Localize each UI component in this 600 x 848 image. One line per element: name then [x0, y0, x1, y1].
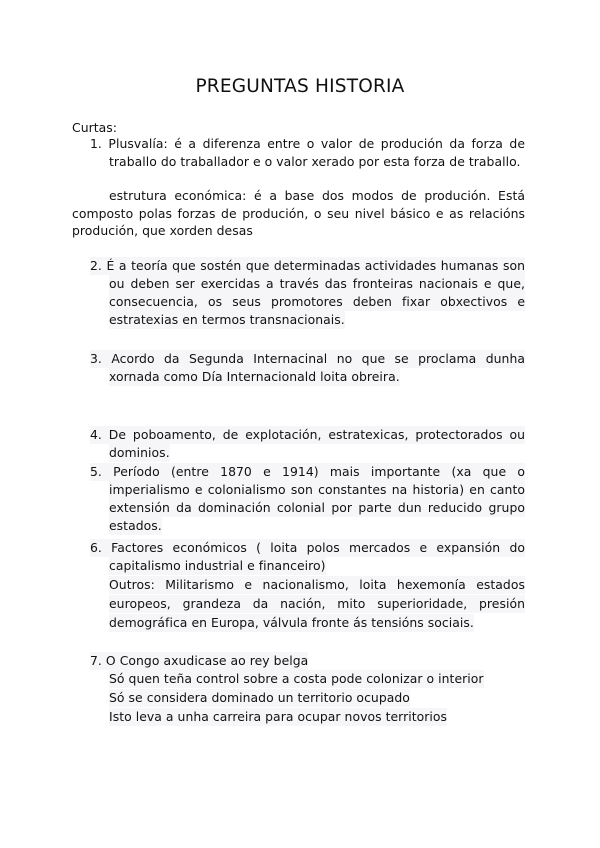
answer-5-line-4: estados. — [109, 518, 162, 533]
answer-5-line-1: 5. Período (entre 1870 e 1914) mais importante (xa que o — [90, 464, 525, 479]
answer-6-line-2: capitalismo industrial e financeiro) — [109, 558, 326, 573]
answer-2-line-1: 2. É a teoría que sostén que determinadas actividades humanas son — [90, 258, 525, 273]
answer-6-line-1: 6. Factores económicos ( loita polos mercados e expansión do — [90, 540, 525, 555]
answer-1b-line-2: composto polas forzas de produción, o seu nivel básico e as relacións — [72, 206, 525, 221]
answer-4-line-1: 4. De poboamento, de explotación, estratexicas, protectorados ou — [90, 427, 525, 442]
answer-6-line-3: Outros: Militarismo e nacionalismo, loita hexemonía estados — [109, 577, 525, 592]
answer-1b-line-3: produción, que xorden desas — [72, 223, 253, 238]
answer-7-line-1: 7. O Congo axudicase ao rey belga — [90, 653, 309, 668]
answer-2-line-3: consecuencia, os seus promotores deben fixar obxectivos e — [109, 294, 525, 309]
answer-4-line-2: dominios. — [109, 445, 170, 460]
answer-3-line-1: 3. Acordo da Segunda Internacinal no que se proclama dunha — [90, 351, 525, 366]
section-label: Curtas: — [72, 120, 118, 135]
answer-1-line-1: 1. Plusvalía: é a diferenza entre o valor de produción da forza de — [90, 136, 525, 151]
answer-2-line-4: estratexias en termos transnacionais. — [109, 312, 345, 327]
answer-6-line-5: demográfica en Europa, válvula fronte ás tensións sociais. — [109, 615, 474, 630]
answer-7-line-2: Só quen teña control sobre a costa pode colonizar o interior — [109, 671, 484, 686]
answer-3-line-2: xornada como Día Internacionald loita obreira. — [109, 369, 400, 384]
answer-5-line-2: imperialismo e colonialismo son constantes na historia) en canto — [109, 482, 525, 497]
answer-1-line-2: traballo do traballador e o valor xerado por esta forza de traballo. — [109, 154, 521, 169]
answer-2-line-2: ou deben ser exercidas a través das fronteiras nacionais e que, — [109, 276, 525, 291]
answer-7-line-4: Isto leva a unha carreira para ocupar novos territorios — [109, 709, 448, 724]
answer-5-line-3: extensión da dominación colonial por parte dun reducido grupo — [109, 500, 525, 515]
page-title: PREGUNTAS HISTORIA — [195, 76, 405, 97]
answer-7-line-3: Só se considera dominado un territorio ocupado — [109, 690, 410, 705]
answer-1b-line-1: estrutura económica: é a base dos modos de produción. Está — [109, 188, 525, 203]
answer-6-line-4: europeos, grandeza da nación, mito superioridade, presión — [109, 596, 525, 611]
